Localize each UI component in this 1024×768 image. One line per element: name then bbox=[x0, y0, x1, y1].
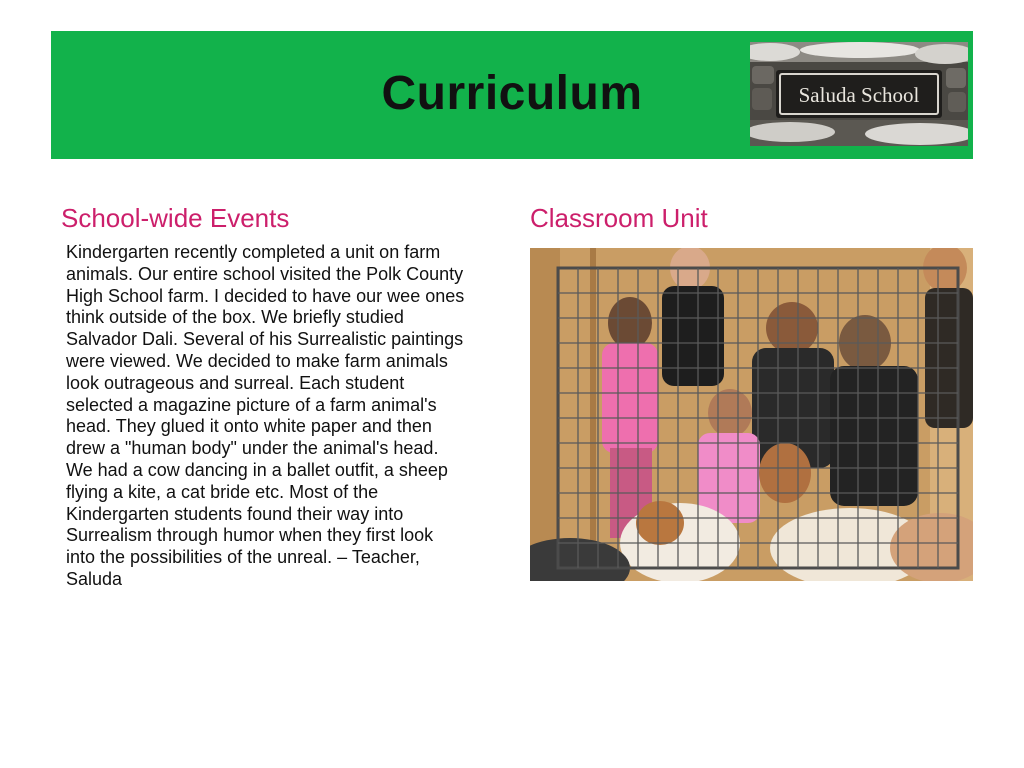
school-wide-events-heading: School-wide Events bbox=[61, 203, 290, 233]
title-banner bbox=[51, 31, 973, 159]
classroom-unit-heading: Classroom Unit bbox=[530, 203, 708, 233]
classroom-unit-photo bbox=[530, 248, 973, 581]
events-description: Kindergarten recently completed a unit on farm animals. Our entire school visited the Polk County High School farm. I decided to have our wee ones think outside of the box. We briefly studied Salvador Dali. Several of his Surrealistic paintings were viewed. We decided to make farm animals look outrageous and surreal. Each student selected a magazine picture of a farm animal's head. They glued it onto white paper and then drew a "human body" under the animal's head. We had a cow dancing in a ballet outfit, a sheep flying a kite, a cat bride etc. Most of the Kindergarten students found their way into Surrealism through humor when they first look into the possibilities of the unreal. – Teacher, Saluda bbox=[66, 242, 465, 589]
children-petting-goats-image bbox=[530, 248, 973, 581]
school-sign-image bbox=[750, 42, 968, 146]
slide-title: Curriculum bbox=[381, 67, 643, 120]
school-sign-photo bbox=[750, 42, 968, 146]
sign-text: Saluda School bbox=[798, 83, 920, 107]
